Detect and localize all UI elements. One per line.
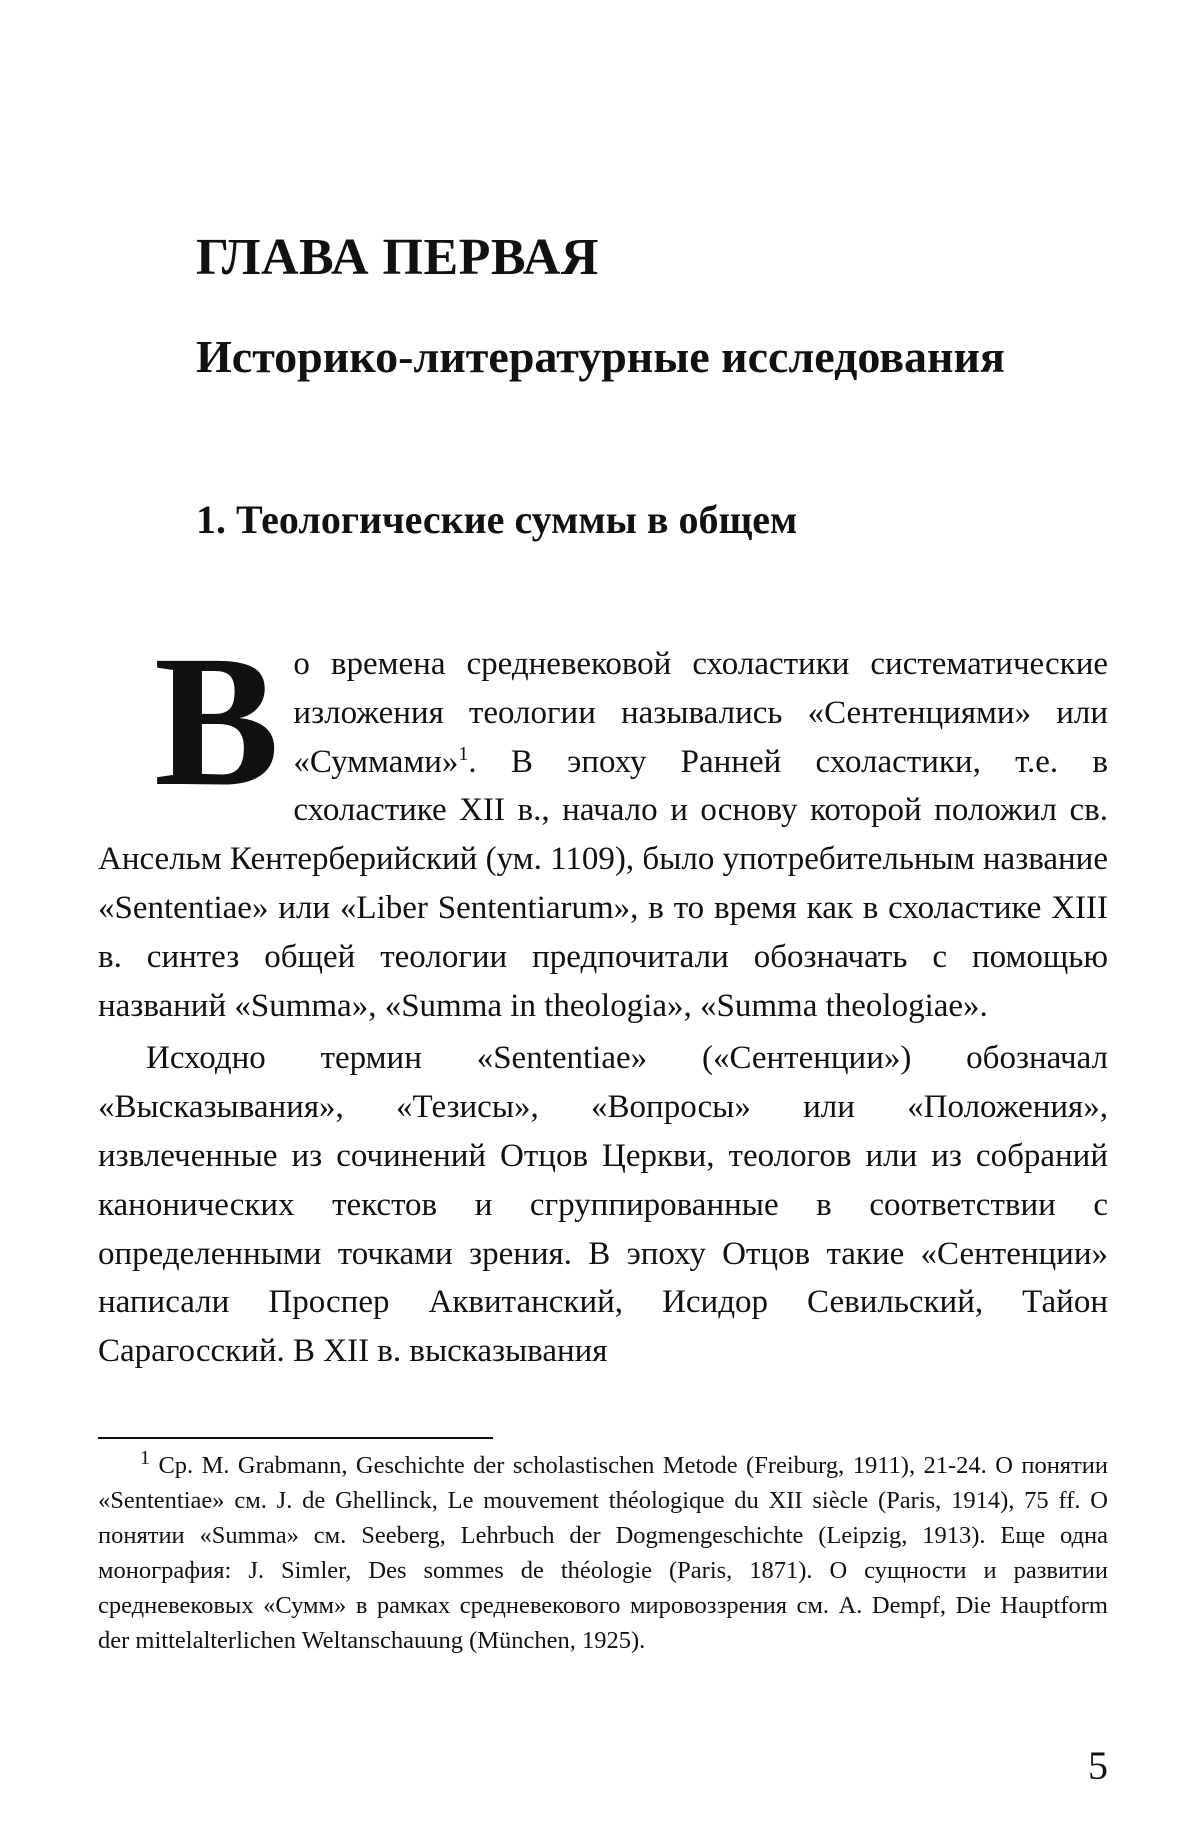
chapter-label: ГЛАВА ПЕРВАЯ (196, 229, 599, 286)
paragraph-1-continuation: . В эпоху Ранней схоластики, т.е. в схоластике XII в., начало и основу которой положил св. Ансельм Кентерберийский (ум. 1109), было употребительным название «Sententiae» или «Liber Sententiarum», в то время как в схоластике XIII в. синтез общей теологии предпочитали обозначать с помощью названий «Summa», «Summa in theologia», «Summa theologiae». (98, 743, 1108, 1024)
drop-cap-letter: В (154, 616, 280, 825)
footnote-mark: 1 (140, 1446, 150, 1469)
footnote (98, 1448, 1108, 1658)
section-heading: 1. Теологические суммы в общем (196, 497, 798, 542)
paragraph-1 (98, 616, 1108, 1030)
paragraph-2: Исходно термин «Sententiae» («Сентенции») обозначал «Высказывания», «Тезисы», «Вопросы» или «Положения», извлеченные из сочинений Отцов Церкви, теологов или из собраний канонических текстов и сгруппированные в соответствии с определенными точками зрения. В эпоху Отцов такие «Сентенции» написали Проспер Аквитанский, Исидор Севильский, Тайон Сарагосский. В XII в. высказывания (98, 1040, 1108, 1370)
paragraph-1-start: о времена средневековой схоластики систематические изложения теологии назывались «Сентенциями» или «Суммами» (293, 646, 1108, 780)
footnote-reference[interactable]: 1 (458, 742, 469, 765)
footnote-text: Ср. M. Grabmann, Geschichte der scholastischen Metode (Freiburg, 1911), 21-24. О понятии «Sententiae» см. J. de Ghellinck, Le mouvement théologique du XII siècle (Paris, 1914), 75 ff. О понятии «Summa» см. Seeberg, Lehrbuch der Dogmengeschichte (Leipzig, 1913). Еще одна монография: J. Simler, Des sommes de théologie (Paris, 1871). О сущности и развитии средневековых «Сумм» в рамках средневекового мировоззрения см. A. Dempf, Die Hauptform der mittelalterlichen Weltanschauung (München, 1925). (98, 1452, 1108, 1654)
chapter-title: Историко-литературные исследования (196, 331, 1005, 382)
body-text (98, 616, 1108, 1376)
footnote-divider (98, 1437, 493, 1439)
page-number: 5 (1088, 1743, 1108, 1788)
